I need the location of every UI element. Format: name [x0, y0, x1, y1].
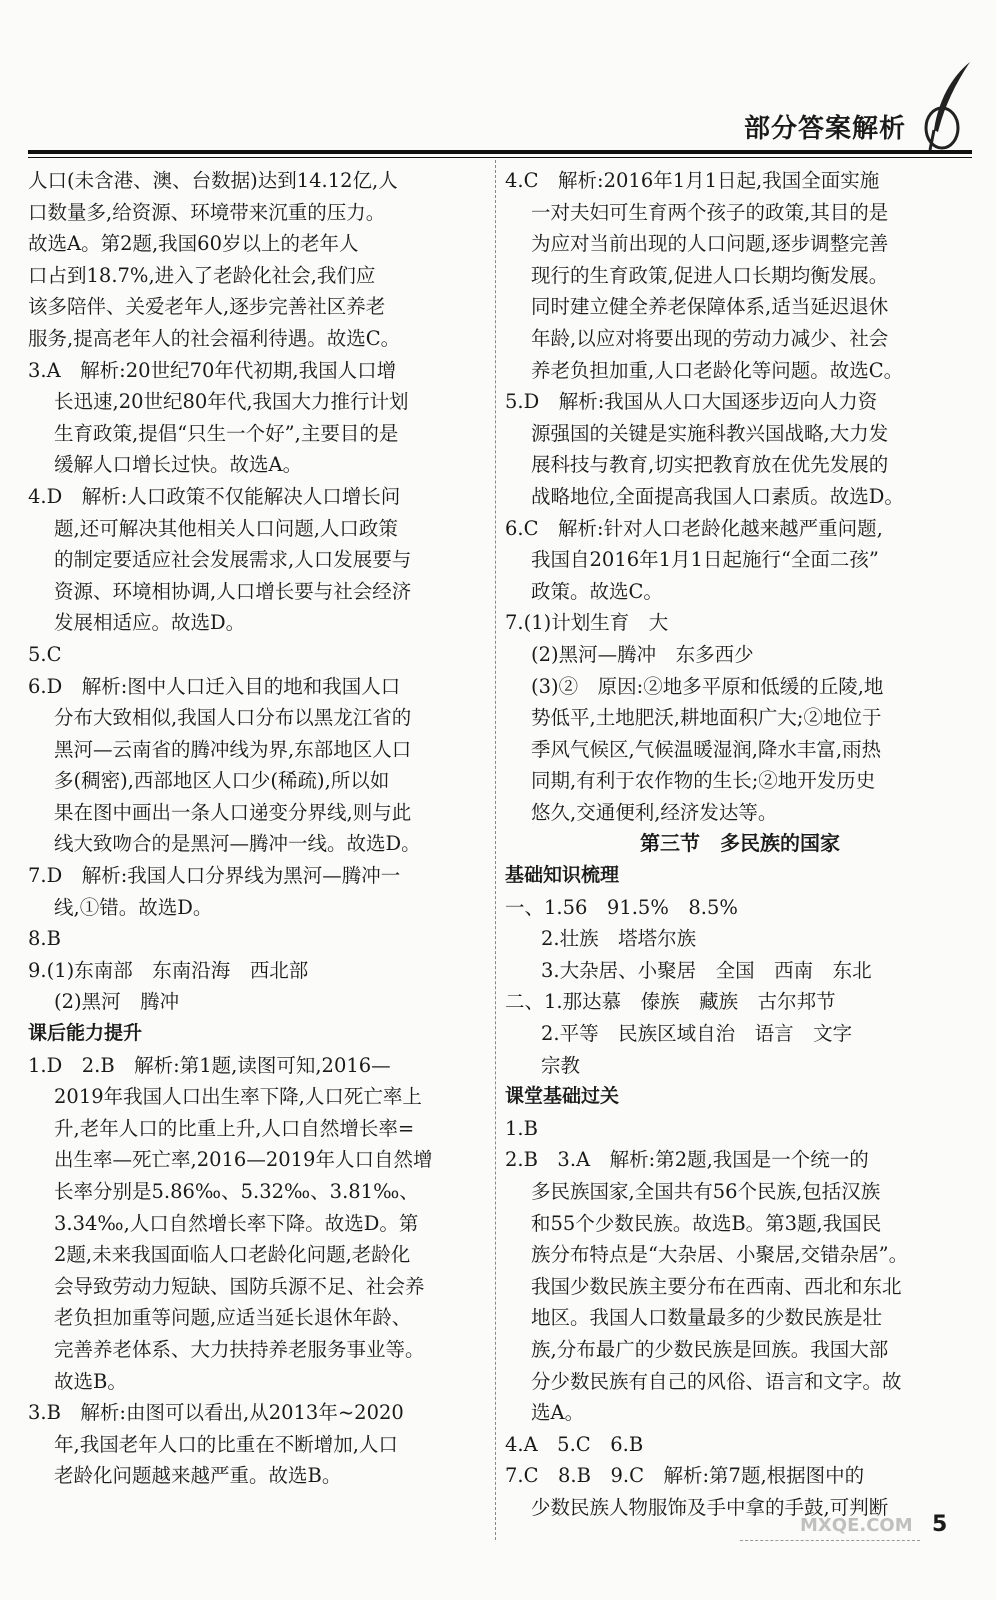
- section-heading: 课后能力提升: [28, 1022, 143, 1045]
- text-line: 故选B。: [54, 1369, 127, 1393]
- text-line: 分少数民族有自己的风俗、语言和文字。故: [531, 1369, 902, 1393]
- text-line: 年龄,以应对将要出现的劳动力减少、社会: [531, 326, 889, 350]
- text-line: 4.D 解析:人口政策不仅能解决人口增长问: [28, 484, 401, 508]
- text-line: 生育政策,提倡“只生一个好”,主要目的是: [54, 421, 399, 445]
- text-line: 宗教: [541, 1053, 581, 1077]
- text-line: 养老负担加重,人口老龄化等问题。故选C。: [531, 358, 904, 382]
- text-line: 和55个少数民族。故选B。第3题,我国民: [531, 1211, 882, 1235]
- text-line: 5.C: [28, 642, 62, 666]
- text-line: 果在图中画出一条人口递变分界线,则与此: [54, 800, 412, 824]
- quill-pen-icon: [920, 58, 980, 158]
- text-line: 口占到18.7%,进入了老龄化社会,我们应: [28, 263, 376, 287]
- text-line: 题,还可解决其他相关人口问题,人口政策: [54, 516, 398, 540]
- text-line: 6.D 解析:图中人口迁入目的地和我国人口: [28, 674, 401, 698]
- section-title: 第三节 多民族的国家: [640, 831, 840, 856]
- text-line: (2)黑河 腾冲: [54, 990, 180, 1014]
- text-line: 出生率—死亡率,2016—2019年人口自然增: [54, 1148, 433, 1172]
- text-line: 升,老年人口的比重上升,人口自然增长率=: [54, 1116, 415, 1140]
- text-line: 老负担加重等问题,应适当延长退休年龄、: [54, 1306, 412, 1330]
- text-line: 政策。故选C。: [531, 579, 663, 603]
- text-line: 6.C 解析:针对人口老龄化越来越严重问题,: [505, 516, 883, 540]
- text-line: 服务,提高老年人的社会福利待遇。故选C。: [28, 326, 401, 350]
- text-line: 1.B: [505, 1116, 538, 1140]
- text-line: 7.C 8.B 9.C 解析:第7题,根据图中的: [505, 1464, 865, 1488]
- right-column: [505, 165, 975, 1524]
- text-line: 4.C 解析:2016年1月1日起,我国全面实施: [505, 169, 880, 192]
- footer-rule: [740, 1540, 920, 1541]
- section-heading: 基础知识梳理: [505, 864, 620, 887]
- text-line: (3)② 原因:②地多平原和低缓的丘陵,地: [531, 674, 884, 698]
- text-line: 故选A。第2题,我国60岁以上的老年人: [28, 232, 359, 256]
- text-line: 展科技与教育,切实把教育放在优先发展的: [531, 453, 889, 477]
- left-column: [28, 165, 490, 1492]
- text-line: 势低平,土地肥沃,耕地面积广大;②地位于: [531, 706, 882, 730]
- header-title: 部分答案解析: [744, 114, 907, 144]
- text-line: 该多陪伴、关爱老年人,逐步完善社区养老: [28, 295, 386, 319]
- text-line: 现行的生育政策,促进人口长期均衡发展。: [531, 263, 889, 287]
- text-line: 线,①错。故选D。: [54, 895, 213, 919]
- text-line: 老龄化问题越来越严重。故选B。: [54, 1464, 342, 1488]
- text-line: 少数民族人物服饰及手中拿的手鼓,可判断: [531, 1495, 889, 1519]
- page-number: 5: [932, 1512, 948, 1537]
- text-line: 2.壮族 塔塔尔族: [541, 927, 697, 951]
- text-line: 族,分布最广的少数民族是回族。我国大部: [531, 1337, 889, 1361]
- text-line: 二、1.那达慕 傣族 藏族 古尔邦节: [505, 990, 836, 1014]
- text-line: 战略地位,全面提高我国人口素质。故选D。: [531, 484, 904, 508]
- text-line: 我国自2016年1月1日起施行“全面二孩”: [531, 548, 879, 572]
- page-header: [0, 0, 996, 168]
- text-line: 多民族国家,全国共有56个民族,包括汉族: [531, 1180, 881, 1203]
- text-line: 5.D 解析:我国从人口大国逐步迈向人力资: [505, 390, 878, 414]
- watermark: MXQE.COM: [800, 1515, 913, 1536]
- text-line: 4.A 5.C 6.B: [505, 1432, 644, 1456]
- text-line: 族分布特点是“大杂居、小聚居,交错杂居”。: [531, 1243, 909, 1267]
- text-line: 同时建立健全养老保障体系,适当延迟退休: [531, 295, 889, 319]
- text-line: 会导致劳动力短缺、国防兵源不足、社会养: [54, 1274, 425, 1298]
- text-line: 缓解人口增长过快。故选A。: [54, 453, 303, 477]
- text-line: 3.A 解析:20世纪70年代初期,我国人口增: [28, 358, 397, 382]
- text-line: 7.D 解析:我国人口分界线为黑河—腾冲一: [28, 864, 401, 888]
- text-line: 3.34‰,人口自然增长率下降。故选D。第: [54, 1211, 419, 1235]
- text-line: 人口(未含港、澳、台数据)达到14.12亿,人: [28, 169, 398, 192]
- text-line: 2019年我国人口出生率下降,人口死亡率上: [54, 1085, 422, 1109]
- text-line: 9.(1)东南部 东南沿海 西北部: [28, 958, 309, 982]
- text-line: 发展相适应。故选D。: [54, 611, 246, 635]
- text-line: 长率分别是5.86‰、5.32‰、3.81‰、: [54, 1180, 419, 1203]
- text-line: 线大致吻合的是黑河—腾冲一线。故选D。: [54, 832, 421, 856]
- section-heading: 课堂基础过关: [505, 1085, 620, 1108]
- text-line: 2.B 3.A 解析:第2题,我国是一个统一的: [505, 1148, 869, 1172]
- text-line: 3.B 解析:由图可以看出,从2013年~2020: [28, 1401, 404, 1425]
- text-line: 选A。: [531, 1401, 585, 1425]
- text-line: 季风气候区,气候温暖湿润,降水丰富,雨热: [531, 737, 882, 761]
- text-line: 为应对当前出现的人口问题,逐步调整完善: [531, 232, 889, 256]
- text-line: 7.(1)计划生育 大: [505, 611, 669, 635]
- text-line: 年,我国老年人口的比重在不断增加,人口: [54, 1432, 398, 1456]
- text-line: 3.大杂居、小聚居 全国 西南 东北: [541, 958, 872, 982]
- text-line: 一、1.56 91.5% 8.5%: [505, 895, 738, 919]
- text-line: 口数量多,给资源、环境带来沉重的压力。: [28, 200, 386, 224]
- text-line: 我国少数民族主要分布在西南、西北和东北: [531, 1274, 902, 1298]
- text-line: 长迅速,20世纪80年代,我国大力推行计划: [54, 390, 409, 414]
- text-line: (2)黑河—腾冲 东多西少: [531, 642, 754, 666]
- text-line: 悠久,交通便利,经济发达等。: [531, 800, 778, 824]
- text-line: 多(稠密),西部地区人口少(稀疏),所以如: [54, 769, 390, 793]
- text-line: 分布大致相似,我国人口分布以黑龙江省的: [54, 706, 412, 730]
- text-line: 2题,未来我国面临人口老龄化问题,老龄化: [54, 1243, 411, 1267]
- text-line: 1.D 2.B 解析:第1题,读图可知,2016—: [28, 1053, 391, 1077]
- text-line: 2.平等 民族区域自治 语言 文字: [541, 1022, 853, 1046]
- header-rule-thin: [28, 157, 972, 158]
- text-line: 黑河—云南省的腾冲线为界,东部地区人口: [54, 737, 412, 761]
- text-line: 的制定要适应社会发展需求,人口发展要与: [54, 548, 412, 572]
- text-line: 地区。我国人口数量最多的少数民族是壮: [531, 1306, 883, 1330]
- text-line: 完善养老体系、大力扶持养老服务事业等。: [54, 1337, 425, 1361]
- text-line: 源强国的关键是实施科教兴国战略,大力发: [531, 421, 889, 445]
- column-divider: [495, 160, 496, 1540]
- text-line: 一对夫妇可生育两个孩子的政策,其目的是: [531, 200, 889, 224]
- text-line: 8.B: [28, 927, 61, 951]
- text-line: 资源、环境相协调,人口增长要与社会经济: [54, 579, 412, 603]
- header-rule: [28, 150, 972, 154]
- text-line: 同期,有利于农作物的生长;②地开发历史: [531, 769, 876, 793]
